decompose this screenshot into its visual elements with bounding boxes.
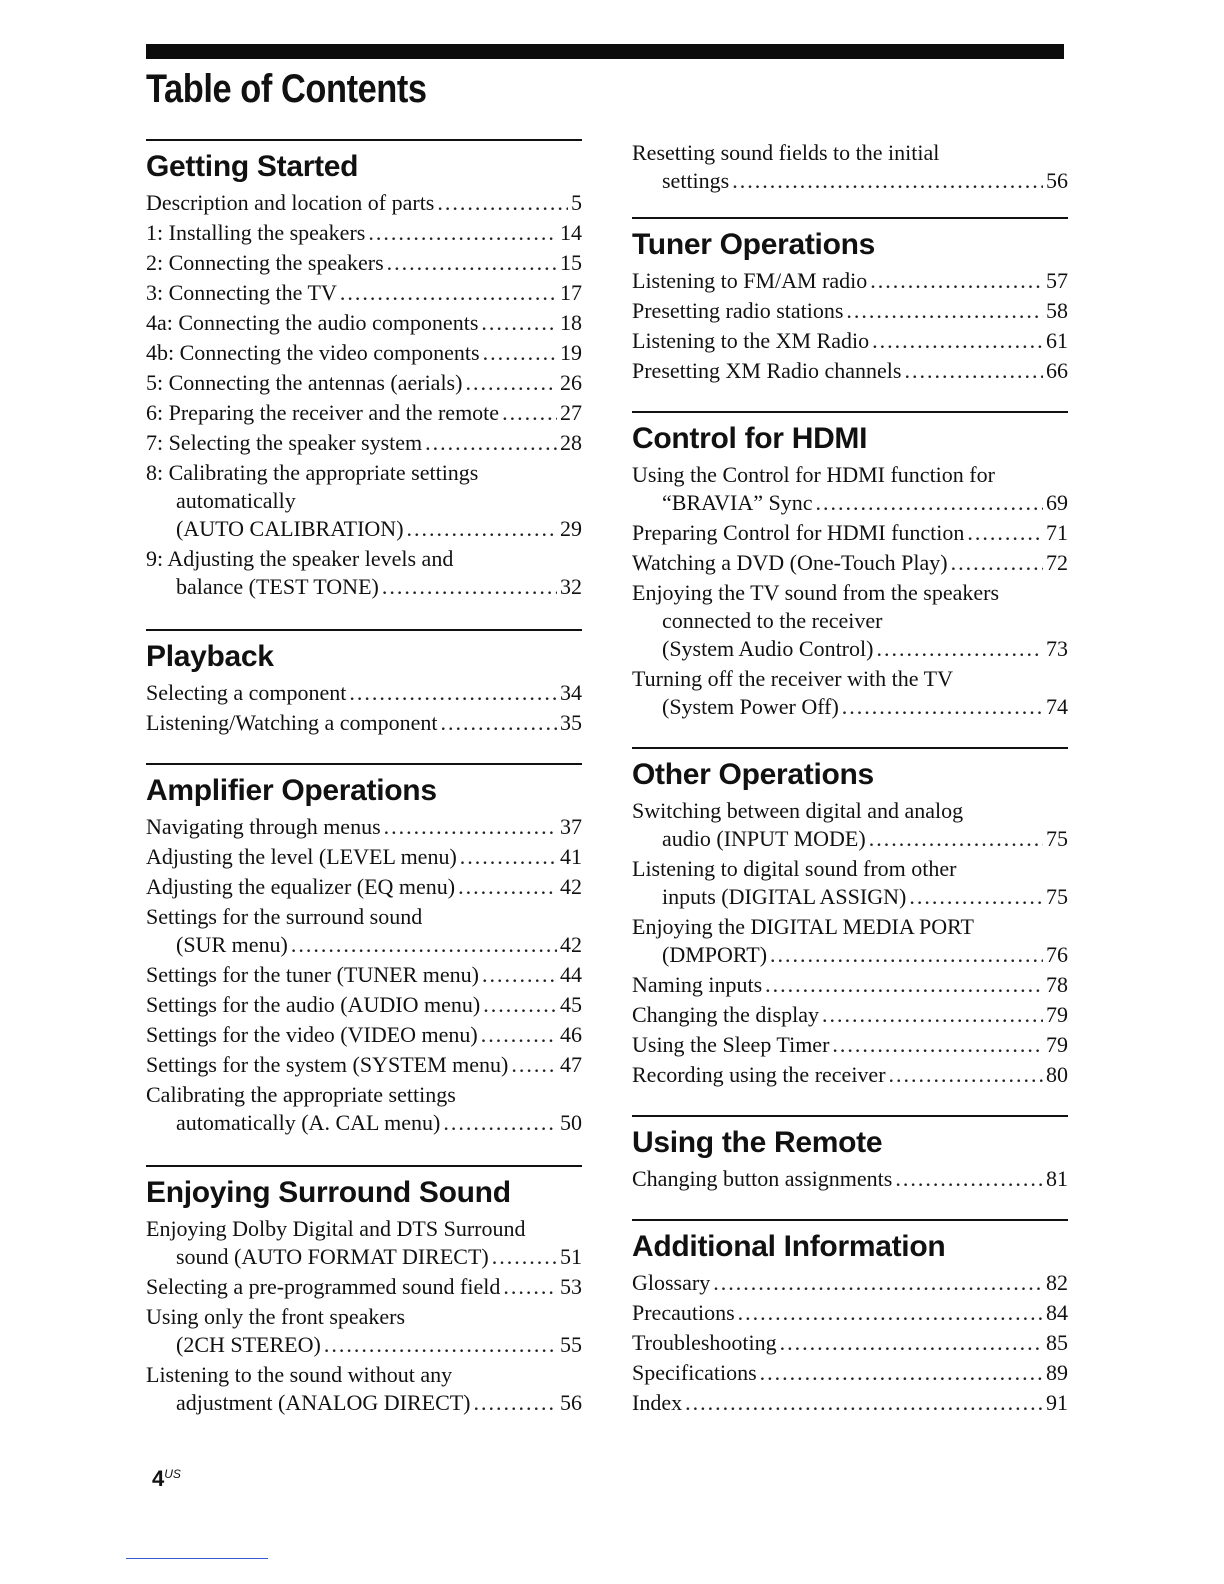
section-heading: Getting Started bbox=[146, 150, 359, 183]
toc-entry-final-line bbox=[632, 883, 1068, 911]
dot-leader bbox=[765, 971, 1043, 999]
toc-entry-title: Changing button assignments bbox=[632, 1166, 893, 1191]
dot-leader bbox=[842, 693, 1043, 721]
dot-leader bbox=[511, 1051, 557, 1079]
bottom-link-underline bbox=[126, 1558, 268, 1559]
toc-entry-final-line bbox=[146, 369, 582, 397]
dot-leader bbox=[685, 1389, 1043, 1417]
toc-entry-title-line: Turning off the receiver with the TV bbox=[632, 666, 953, 691]
section-rule bbox=[146, 139, 582, 141]
title-bar bbox=[146, 44, 1064, 59]
toc-entry-title: Index bbox=[632, 1390, 683, 1415]
section-rule bbox=[632, 217, 1068, 219]
toc-entry-final-line bbox=[146, 309, 582, 337]
toc-entry-final-line bbox=[146, 189, 582, 217]
toc-entry[interactable] bbox=[632, 1389, 1068, 1417]
toc-entry-title-line: Enjoying Dolby Digital and DTS Surround bbox=[146, 1216, 526, 1241]
toc-entry[interactable] bbox=[632, 579, 1068, 663]
toc-entry-title-line: Listening to the sound without any bbox=[146, 1362, 453, 1387]
toc-entry[interactable] bbox=[632, 357, 1068, 385]
section-rule bbox=[146, 629, 582, 631]
toc-entry-final-line bbox=[146, 339, 582, 367]
section-heading: Other Operations bbox=[632, 758, 874, 791]
toc-entry[interactable] bbox=[632, 297, 1068, 325]
dot-leader bbox=[846, 297, 1043, 325]
toc-entry[interactable] bbox=[146, 813, 582, 841]
toc-entry-title-line: Settings for the surround sound bbox=[146, 904, 423, 929]
toc-entry-final-line bbox=[632, 1269, 1068, 1297]
toc-entry-page-number: 44 bbox=[560, 962, 582, 987]
toc-entry-page-number: 42 bbox=[560, 932, 582, 957]
dot-leader bbox=[832, 1031, 1043, 1059]
toc-entry-final-line bbox=[146, 1109, 582, 1137]
toc-entry-final-line bbox=[632, 167, 1068, 195]
toc-entry-page-number: 72 bbox=[1046, 550, 1068, 575]
toc-entry[interactable] bbox=[632, 519, 1068, 547]
toc-entry-final-line bbox=[632, 1359, 1068, 1387]
toc-entry-title: (SUR menu) bbox=[176, 932, 288, 957]
toc-entry-title: Selecting a component bbox=[146, 680, 347, 705]
toc-entry-final-line bbox=[146, 991, 582, 1019]
toc-entry-title-line: 9: Adjusting the speaker levels and bbox=[146, 546, 454, 571]
toc-entry-title: sound (AUTO FORMAT DIRECT) bbox=[176, 1244, 489, 1269]
toc-entry-final-line bbox=[632, 635, 1068, 663]
section-rule bbox=[632, 747, 1068, 749]
toc-entry-title: Settings for the system (SYSTEM menu) bbox=[146, 1052, 509, 1077]
toc-entry[interactable] bbox=[146, 961, 582, 989]
toc-entry-title: Settings for the tuner (TUNER menu) bbox=[146, 962, 479, 987]
toc-entry-final-line bbox=[146, 961, 582, 989]
toc-right-column bbox=[632, 139, 1068, 1419]
dot-leader bbox=[876, 635, 1043, 663]
toc-entry[interactable] bbox=[146, 679, 582, 707]
toc-entry-title: (System Power Off) bbox=[662, 694, 839, 719]
toc-entry-title: Listening to the XM Radio bbox=[632, 328, 870, 353]
dot-leader bbox=[904, 357, 1043, 385]
toc-entry-final-line bbox=[146, 1331, 582, 1359]
toc-entry[interactable] bbox=[632, 461, 1068, 517]
toc-entry-page-number: 89 bbox=[1046, 1360, 1068, 1385]
toc-entry-title: Listening to FM/AM radio bbox=[632, 268, 868, 293]
toc-entry-page-number: 58 bbox=[1046, 298, 1068, 323]
section-getting-started bbox=[146, 139, 582, 601]
dot-leader bbox=[340, 279, 557, 307]
toc-entry-final-line bbox=[146, 1051, 582, 1079]
toc-entry-final-line bbox=[146, 279, 582, 307]
toc-entry-final-line bbox=[632, 1389, 1068, 1417]
toc-entry-title: Troubleshooting bbox=[632, 1330, 777, 1355]
dot-leader bbox=[458, 873, 557, 901]
toc-entry-title: Listening/Watching a component bbox=[146, 710, 438, 735]
toc-entry[interactable] bbox=[632, 1359, 1068, 1387]
toc-entry-final-line bbox=[146, 873, 582, 901]
toc-entry-page-number: 82 bbox=[1046, 1270, 1068, 1295]
toc-entry-page-number: 78 bbox=[1046, 972, 1068, 997]
toc-entry-title: (DMPORT) bbox=[662, 942, 768, 967]
toc-entry-title: (AUTO CALIBRATION) bbox=[176, 516, 404, 541]
toc-entry[interactable] bbox=[632, 855, 1068, 911]
toc-entry[interactable] bbox=[146, 399, 582, 427]
toc-entry[interactable] bbox=[146, 709, 582, 737]
toc-entry-title-line: Calibrating the appropriate settings bbox=[146, 1082, 456, 1107]
dot-leader bbox=[869, 825, 1043, 853]
dot-leader bbox=[738, 1299, 1043, 1327]
dot-leader bbox=[780, 1329, 1043, 1357]
toc-entry[interactable] bbox=[632, 797, 1068, 853]
toc-entry-title: (System Audio Control) bbox=[662, 636, 874, 661]
dot-leader bbox=[482, 961, 557, 989]
toc-entry-final-line bbox=[632, 1061, 1068, 1089]
toc-entry-page-number: 66 bbox=[1046, 358, 1068, 383]
toc-entry-title: Settings for the video (VIDEO menu) bbox=[146, 1022, 478, 1047]
dot-leader bbox=[770, 941, 1043, 969]
section-other-operations bbox=[632, 747, 1068, 1089]
toc-entry[interactable] bbox=[632, 267, 1068, 295]
toc-entry[interactable] bbox=[632, 665, 1068, 721]
dot-leader bbox=[407, 515, 557, 543]
dot-leader bbox=[483, 991, 557, 1019]
dot-leader bbox=[384, 813, 557, 841]
section-rule bbox=[632, 411, 1068, 413]
toc-entry[interactable] bbox=[146, 1303, 582, 1359]
toc-entry-page-number: 51 bbox=[560, 1244, 582, 1269]
toc-entry[interactable] bbox=[146, 429, 582, 457]
toc-entry-final-line bbox=[632, 519, 1068, 547]
toc-entry-title: Presetting radio stations bbox=[632, 298, 844, 323]
toc-entry-title: Specifications bbox=[632, 1360, 757, 1385]
dot-leader bbox=[382, 573, 557, 601]
toc-entry[interactable] bbox=[146, 309, 582, 337]
toc-entry-page-number: 61 bbox=[1046, 328, 1068, 353]
toc-entry-final-line bbox=[632, 267, 1068, 295]
toc-entry-page-number: 79 bbox=[1046, 1032, 1068, 1057]
section-rule bbox=[632, 1219, 1068, 1221]
section-tuner-operations bbox=[632, 217, 1068, 385]
toc-entry[interactable] bbox=[146, 219, 582, 247]
toc-entry[interactable] bbox=[146, 991, 582, 1019]
toc-entry-final-line bbox=[146, 573, 582, 601]
toc-entry-page-number: 84 bbox=[1046, 1300, 1068, 1325]
dot-leader bbox=[889, 1061, 1043, 1089]
toc-entry-title: Using the Sleep Timer bbox=[632, 1032, 830, 1057]
dot-leader bbox=[909, 883, 1043, 911]
toc-entry[interactable] bbox=[146, 249, 582, 277]
dot-leader bbox=[443, 1109, 557, 1137]
dot-leader bbox=[368, 219, 557, 247]
toc-entry[interactable] bbox=[632, 139, 1068, 195]
toc-entry-page-number: 47 bbox=[560, 1052, 582, 1077]
dot-leader bbox=[870, 267, 1043, 295]
toc-entry-final-line bbox=[632, 971, 1068, 999]
toc-entry-page-number: 57 bbox=[1046, 268, 1068, 293]
toc-entry-final-line bbox=[146, 249, 582, 277]
toc-entry-title-line: connected to the receiver bbox=[662, 608, 883, 633]
toc-entry-title-line: Enjoying the DIGITAL MEDIA PORT bbox=[632, 914, 974, 939]
toc-entry-final-line bbox=[146, 1021, 582, 1049]
toc-entry-title-line: Enjoying the TV sound from the speakers bbox=[632, 580, 1000, 605]
toc-entry[interactable] bbox=[146, 459, 582, 543]
toc-entry-final-line bbox=[632, 297, 1068, 325]
section-control-for-hdmi bbox=[632, 411, 1068, 721]
toc-entry-page-number: 35 bbox=[560, 710, 582, 735]
section-playback bbox=[146, 629, 582, 737]
toc-entry-title: “BRAVIA” Sync bbox=[662, 490, 813, 515]
toc-entry-page-number: 32 bbox=[560, 574, 582, 599]
toc-entry[interactable] bbox=[632, 1165, 1068, 1193]
dot-leader bbox=[951, 549, 1043, 577]
toc-entry-page-number: 75 bbox=[1046, 826, 1068, 851]
toc-entry-page-number: 73 bbox=[1046, 636, 1068, 661]
toc-entry-final-line bbox=[632, 1329, 1068, 1357]
dot-leader bbox=[492, 1243, 557, 1271]
toc-entry-final-line bbox=[146, 429, 582, 457]
toc-left-column bbox=[146, 139, 582, 1419]
toc-entry-page-number: 56 bbox=[1046, 168, 1068, 193]
toc-entry-final-line bbox=[632, 327, 1068, 355]
toc-entry-title: Adjusting the equalizer (EQ menu) bbox=[146, 874, 456, 899]
toc-entry-title-line: Resetting sound fields to the initial bbox=[632, 140, 940, 165]
toc-entry-final-line bbox=[632, 1031, 1068, 1059]
toc-entry-page-number: 80 bbox=[1046, 1062, 1068, 1087]
toc-entry-page-number: 53 bbox=[560, 1274, 582, 1299]
toc-entry[interactable] bbox=[146, 1081, 582, 1137]
toc-entry-final-line bbox=[146, 399, 582, 427]
toc-entry[interactable] bbox=[146, 189, 582, 217]
section-heading: Control for HDMI bbox=[632, 422, 868, 455]
toc-entry-title: Adjusting the level (LEVEL menu) bbox=[146, 844, 457, 869]
dot-leader bbox=[481, 1021, 557, 1049]
toc-entry-title: 7: Selecting the speaker system bbox=[146, 430, 423, 455]
toc-entry-title: Settings for the audio (AUDIO menu) bbox=[146, 992, 481, 1017]
toc-entry[interactable] bbox=[632, 1031, 1068, 1059]
toc-entry[interactable] bbox=[146, 1021, 582, 1049]
toc-entry-final-line bbox=[632, 489, 1068, 517]
toc-entry-title: balance (TEST TONE) bbox=[176, 574, 379, 599]
toc-entry-title-line: 8: Calibrating the appropriate settings bbox=[146, 460, 479, 485]
toc-entry-title: automatically (A. CAL menu) bbox=[176, 1110, 441, 1135]
page-number-suffix: US bbox=[164, 1467, 181, 1481]
toc-entry-final-line bbox=[146, 1273, 582, 1301]
section-rule bbox=[146, 1165, 582, 1167]
toc-entry-final-line bbox=[632, 1299, 1068, 1327]
toc-entry-final-line bbox=[146, 219, 582, 247]
toc-entry-page-number: 85 bbox=[1046, 1330, 1068, 1355]
toc-entry-title: Selecting a pre-programmed sound field bbox=[146, 1274, 501, 1299]
toc-entry-page-number: 28 bbox=[560, 430, 582, 455]
toc-entry-title: settings bbox=[662, 168, 730, 193]
toc-entry-page-number: 56 bbox=[560, 1390, 582, 1415]
dot-leader bbox=[425, 429, 557, 457]
toc-entry[interactable] bbox=[146, 843, 582, 871]
dot-leader bbox=[460, 843, 557, 871]
section-heading: Using the Remote bbox=[632, 1126, 883, 1159]
section-using-the-remote bbox=[632, 1115, 1068, 1193]
section-amplifier-operations bbox=[146, 763, 582, 1137]
toc-entry[interactable] bbox=[146, 279, 582, 307]
toc-entry-page-number: 27 bbox=[560, 400, 582, 425]
toc-entry[interactable] bbox=[632, 971, 1068, 999]
section-additional-information bbox=[632, 1219, 1068, 1417]
toc-entry[interactable] bbox=[632, 1269, 1068, 1297]
toc-entry[interactable] bbox=[632, 1001, 1068, 1029]
toc-entry-title: Navigating through menus bbox=[146, 814, 381, 839]
toc-entry-page-number: 55 bbox=[560, 1332, 582, 1357]
toc-entry-title: Naming inputs bbox=[632, 972, 763, 997]
toc-entry-title-line: Listening to digital sound from other bbox=[632, 856, 957, 881]
dot-leader bbox=[816, 489, 1043, 517]
toc-entry-page-number: 91 bbox=[1046, 1390, 1068, 1415]
dot-leader bbox=[324, 1331, 557, 1359]
toc-entry-final-line bbox=[146, 679, 582, 707]
toc-entry-page-number: 15 bbox=[560, 250, 582, 275]
toc-entry-final-line bbox=[632, 1001, 1068, 1029]
section-rule bbox=[632, 1115, 1068, 1117]
toc-entry[interactable] bbox=[632, 1329, 1068, 1357]
toc-entry-title: Preparing Control for HDMI function bbox=[632, 520, 965, 545]
toc-entry-title: Watching a DVD (One-Touch Play) bbox=[632, 550, 948, 575]
toc-entry[interactable] bbox=[146, 339, 582, 367]
section-heading: Playback bbox=[146, 640, 274, 673]
toc-entry-title: audio (INPUT MODE) bbox=[662, 826, 866, 851]
toc-entry[interactable] bbox=[632, 549, 1068, 577]
toc-entry-page-number: 76 bbox=[1046, 942, 1068, 967]
section-continued bbox=[632, 139, 1068, 195]
toc-entry-title: Glossary bbox=[632, 1270, 711, 1295]
dot-leader bbox=[713, 1269, 1043, 1297]
toc-entry-page-number: 37 bbox=[560, 814, 582, 839]
toc-entry-page-number: 75 bbox=[1046, 884, 1068, 909]
toc-entry-title: (2CH STEREO) bbox=[176, 1332, 321, 1357]
toc-entry-page-number: 74 bbox=[1046, 694, 1068, 719]
toc-entry[interactable] bbox=[146, 903, 582, 959]
toc-entry-final-line bbox=[146, 1389, 582, 1417]
toc-entry-title: adjustment (ANALOG DIRECT) bbox=[176, 1390, 471, 1415]
page-title: Table of Contents bbox=[146, 67, 427, 111]
toc-entry-title: 3: Connecting the TV bbox=[146, 280, 337, 305]
toc-entry-page-number: 50 bbox=[560, 1110, 582, 1135]
toc-entry-final-line bbox=[632, 941, 1068, 969]
toc-entry[interactable] bbox=[146, 1273, 582, 1301]
toc-entry-final-line bbox=[146, 515, 582, 543]
toc-entry-page-number: 26 bbox=[560, 370, 582, 395]
toc-entry-final-line bbox=[146, 843, 582, 871]
toc-entry[interactable] bbox=[146, 873, 582, 901]
dot-leader bbox=[291, 931, 557, 959]
toc-entry-title-line: Using only the front speakers bbox=[146, 1304, 406, 1329]
toc-entry-page-number: 14 bbox=[560, 220, 582, 245]
toc-entry-page-number: 5 bbox=[571, 190, 582, 215]
toc-entry-page-number: 71 bbox=[1046, 520, 1068, 545]
section-heading: Additional Information bbox=[632, 1230, 946, 1263]
toc-entry-page-number: 41 bbox=[560, 844, 582, 869]
toc-entry-title: 5: Connecting the antennas (aerials) bbox=[146, 370, 463, 395]
toc-entry[interactable] bbox=[146, 1361, 582, 1417]
dot-leader bbox=[437, 189, 568, 217]
toc-entry-title: 6: Preparing the receiver and the remote bbox=[146, 400, 500, 425]
dot-leader bbox=[895, 1165, 1043, 1193]
toc-entry-final-line bbox=[146, 1243, 582, 1271]
toc-entry-title: Recording using the receiver bbox=[632, 1062, 886, 1087]
dot-leader bbox=[349, 679, 557, 707]
toc-entry-page-number: 79 bbox=[1046, 1002, 1068, 1027]
dot-leader bbox=[760, 1359, 1043, 1387]
toc-entry-page-number: 17 bbox=[560, 280, 582, 305]
dot-leader bbox=[872, 327, 1043, 355]
toc-entry-page-number: 18 bbox=[560, 310, 582, 335]
dot-leader bbox=[481, 309, 557, 337]
toc-entry-title-line: Using the Control for HDMI function for bbox=[632, 462, 995, 487]
toc-entry-title: Presetting XM Radio channels bbox=[632, 358, 902, 383]
toc-entry[interactable] bbox=[632, 913, 1068, 969]
toc-entry-page-number: 29 bbox=[560, 516, 582, 541]
toc-entry-title: 2: Connecting the speakers bbox=[146, 250, 384, 275]
toc-entry-final-line bbox=[632, 357, 1068, 385]
dot-leader bbox=[822, 1001, 1043, 1029]
toc-entry[interactable] bbox=[146, 369, 582, 397]
toc-entry-page-number: 69 bbox=[1046, 490, 1068, 515]
section-heading: Enjoying Surround Sound bbox=[146, 1176, 511, 1209]
toc-entry[interactable] bbox=[632, 1061, 1068, 1089]
dot-leader bbox=[441, 709, 558, 737]
toc-entry-title: 4a: Connecting the audio components bbox=[146, 310, 479, 335]
toc-entry[interactable] bbox=[146, 1051, 582, 1079]
toc-entry-title: 1: Installing the speakers bbox=[146, 220, 366, 245]
toc-entry[interactable] bbox=[632, 327, 1068, 355]
toc-entry-final-line bbox=[146, 931, 582, 959]
toc-entry-title: Description and location of parts bbox=[146, 190, 435, 215]
section-rule bbox=[146, 763, 582, 765]
toc-entry-title-line: Switching between digital and analog bbox=[632, 798, 964, 823]
toc-entry-final-line bbox=[146, 709, 582, 737]
section-heading: Amplifier Operations bbox=[146, 774, 437, 807]
toc-entry-page-number: 46 bbox=[560, 1022, 582, 1047]
toc-entry[interactable] bbox=[146, 1215, 582, 1271]
dot-leader bbox=[474, 1389, 557, 1417]
toc-entry-final-line bbox=[632, 825, 1068, 853]
page-number bbox=[152, 1466, 181, 1492]
toc-entry-page-number: 42 bbox=[560, 874, 582, 899]
toc-entry-final-line bbox=[146, 813, 582, 841]
toc-entry-title: 4b: Connecting the video components bbox=[146, 340, 480, 365]
dot-leader bbox=[465, 369, 557, 397]
toc-entry[interactable] bbox=[146, 545, 582, 601]
dot-leader bbox=[387, 249, 557, 277]
dot-leader bbox=[503, 1273, 557, 1301]
toc-entry-final-line bbox=[632, 549, 1068, 577]
toc-entry-page-number: 81 bbox=[1046, 1166, 1068, 1191]
page-number-value: 4 bbox=[152, 1466, 165, 1491]
dot-leader bbox=[483, 339, 557, 367]
toc-entry-page-number: 34 bbox=[560, 680, 582, 705]
dot-leader bbox=[967, 519, 1043, 547]
toc-entry[interactable] bbox=[632, 1299, 1068, 1327]
toc-entry-title: inputs (DIGITAL ASSIGN) bbox=[662, 884, 907, 909]
toc-entry-title: Precautions bbox=[632, 1300, 735, 1325]
toc-entry-final-line bbox=[632, 693, 1068, 721]
toc-entry-final-line bbox=[632, 1165, 1068, 1193]
dot-leader bbox=[732, 167, 1043, 195]
toc-entry-title-line: automatically bbox=[176, 488, 296, 513]
section-heading: Tuner Operations bbox=[632, 228, 876, 261]
toc-entry-page-number: 19 bbox=[560, 340, 582, 365]
dot-leader bbox=[502, 399, 557, 427]
section-enjoying-surround-sound bbox=[146, 1165, 582, 1417]
toc-entry-title: Changing the display bbox=[632, 1002, 819, 1027]
toc-entry-page-number: 45 bbox=[560, 992, 582, 1017]
